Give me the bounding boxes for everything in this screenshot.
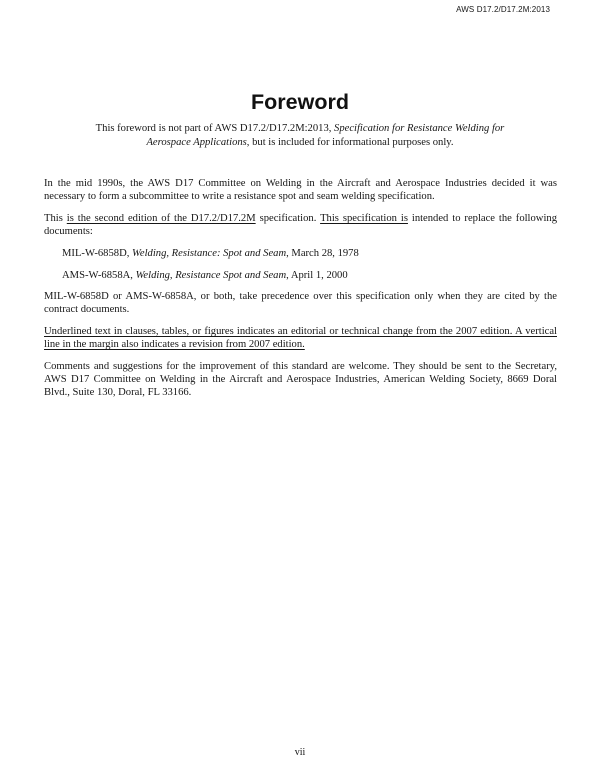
page-number: vii <box>294 747 306 758</box>
text-segment: This <box>44 212 67 224</box>
text-segment: , April 1, 2000 <box>286 269 348 281</box>
paragraph <box>44 325 557 351</box>
text-segment: , but is included for informational purposes only. <box>246 137 454 148</box>
reference-item <box>62 269 557 282</box>
text-segment: Underlined text in clauses, tables, or figures indicates an editorial or technical change from the 2007 edition. A vertical line in the margin also indicates a revision from 2007 edition. <box>44 326 557 351</box>
text-segment: AMS-W-6858A, <box>62 269 136 281</box>
text-segment: , March 28, 1978 <box>286 247 359 259</box>
reference-item <box>62 247 557 260</box>
text-segment: This specification is <box>320 212 408 224</box>
text-segment: Welding, Resistance Spot and Seam <box>135 269 287 281</box>
text-segment: is the second edition of the D17.2/D17.2M <box>66 212 256 224</box>
text-segment: MIL-W-6858D or AMS-W-6858A, or both, take precedence over this specification only when they are cited by the contract documents. <box>44 291 557 316</box>
text-segment: Specification for Resistance Welding for Aerospace Applications <box>146 123 505 148</box>
text-segment: specification. <box>255 212 321 224</box>
text-segment: In the mid 1990s, the AWS D17 Committee on Welding in the Aircraft and Aerospace Industries decided it was necessary to form a subcommittee to write a resistance spot and seam welding specification. <box>44 178 557 203</box>
text-segment: Welding, Resistance: Spot and Seam <box>132 247 287 259</box>
text-segment: Comments and suggestions for the improvement of this standard are welcome. They should be sent to the Secretary, AWS D17 Committee on Welding in the Aircraft and Aerospace Industries, American Welding Society, 8669 Doral Blvd., Suite 130, Doral, FL 33166. <box>44 361 557 399</box>
paragraph <box>44 290 557 316</box>
paragraph <box>44 177 557 203</box>
foreword-intro <box>87 122 513 150</box>
running-header: AWS D17.2/D17.2M:2013 <box>456 5 550 14</box>
page-title: Foreword <box>251 90 349 114</box>
paragraph <box>44 212 557 238</box>
paragraph-list <box>44 177 557 400</box>
text-segment: MIL-W-6858D, <box>62 247 133 259</box>
text-segment: intended to replace the following documents: <box>44 212 557 238</box>
text-segment: This foreword is not part of AWS D17.2/D17.2M:2013, <box>95 123 335 134</box>
paragraph <box>44 360 557 400</box>
